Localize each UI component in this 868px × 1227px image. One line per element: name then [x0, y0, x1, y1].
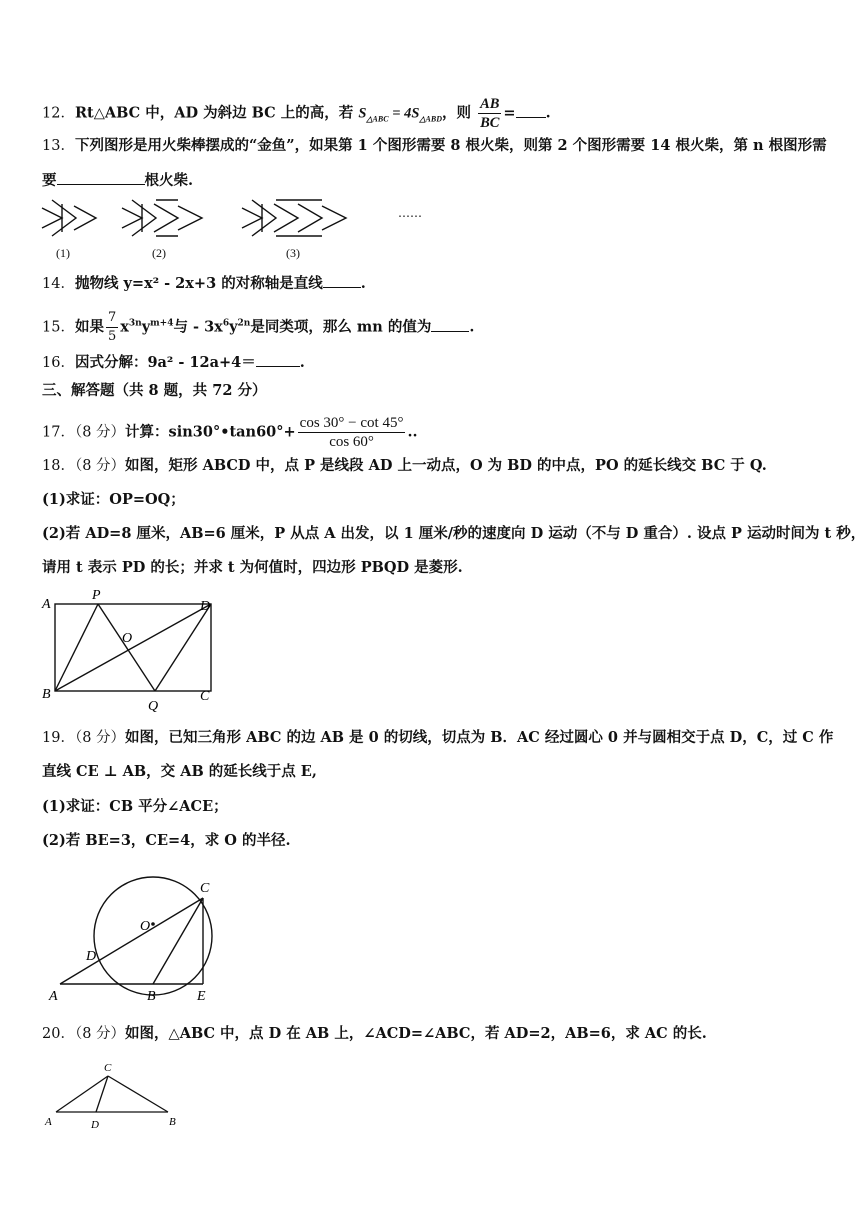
triangle-abc-figure: [40, 1058, 190, 1132]
figure-label-3: (3): [286, 246, 300, 260]
figure-label-1: (1): [56, 246, 70, 260]
area-symbol: S: [358, 105, 367, 122]
question-text: 是同类项，那么 mn 的值为: [250, 318, 432, 336]
answer-blank: [323, 273, 361, 288]
center-point: [151, 922, 155, 926]
period: .: [299, 354, 305, 371]
numerator: cos 30° − cot 45°: [299, 415, 404, 431]
label-o: O: [140, 919, 151, 934]
question-text: 下列图形是用火柴棒摆成的“金鱼”，如果第 1 个图形需要 8 根火柴，则第 2 个图形需要 14 根火柴，第 n 根图形需: [74, 137, 827, 154]
label-p: P: [92, 588, 101, 603]
ellipsis: ……: [398, 206, 422, 220]
question-text: Rt△ABC 中，AD 为斜边 BC 上的高，若: [74, 104, 354, 122]
section-heading: 三、解答题（共 8 题，共 72 分）: [42, 382, 267, 399]
question-text: 根火柴.: [144, 172, 194, 189]
period: .: [545, 104, 551, 122]
area-subscript: △ABD: [419, 114, 443, 124]
question-text: 要: [42, 172, 57, 189]
question-19-part2: (2)若 BE=3，CE=4，求 O 的半径.: [42, 832, 291, 849]
label-b: B: [42, 687, 51, 702]
question-number: 14．: [42, 276, 75, 292]
diagonal-bd: [55, 604, 211, 691]
label-c: C: [200, 689, 210, 704]
label-a: A: [42, 597, 51, 612]
side-ac: [56, 1076, 108, 1112]
label-d: D: [91, 1119, 99, 1131]
fraction-seven-fifths: [106, 309, 118, 346]
exponent: 3n: [128, 318, 142, 329]
question-19: [42, 728, 833, 748]
question-text: 如图，矩形 ABCD 中，点 P 是线段 AD 上一动点，O 为 BD 的中点，PO 的延长线交 BC 于 Q.: [125, 457, 767, 474]
question-number: 12．: [42, 105, 75, 122]
exponent: m+4: [150, 318, 174, 329]
area-symbol: S: [411, 105, 420, 122]
question-17: [42, 414, 418, 451]
numerator: AB: [480, 96, 500, 112]
equals-sign: =: [503, 104, 516, 122]
question-number: 20．（8 分）: [42, 1026, 126, 1042]
label-o: O: [122, 631, 133, 646]
goldfish-matchstick-figures: [38, 196, 458, 266]
question-18-part2: (2)若 AD=8 厘米，AB=6 厘米，P 从点 A 出发，以 1 厘米/秒的速度向 D 运动（不与 D 重合）. 设点 P 运动时间为 t 秒，: [42, 525, 866, 542]
exponent: 6: [222, 318, 230, 329]
fraction-ab-bc: [478, 95, 501, 132]
question-number: 18．（8 分）: [42, 458, 126, 474]
period: ..: [407, 423, 418, 441]
question-19-cont: 直线 CE ⊥ AB，交 AB 的延长线于点 E,: [42, 763, 317, 780]
answer-blank: [256, 352, 300, 367]
question-number: 19．（8 分）: [42, 730, 126, 746]
answer-blank: [57, 170, 145, 185]
question-13: [42, 136, 827, 156]
circle-tangent-figure: [40, 872, 230, 1008]
label-d: D: [200, 599, 211, 614]
line-ac: [60, 898, 203, 984]
denominator: cos 60°: [329, 434, 374, 450]
numerator: 7: [106, 309, 118, 328]
label-c: C: [104, 1062, 112, 1074]
question-18-part2-cont: 请用 t 表示 PD 的长；并求 t 为何值时，四边形 PBQD 是菱形.: [42, 559, 463, 576]
question-18: [42, 456, 767, 476]
question-20: [42, 1024, 707, 1044]
label-a: A: [45, 1116, 52, 1128]
circle-o: [94, 877, 212, 995]
answer-blank: [431, 317, 469, 332]
segment-qd: [155, 604, 211, 691]
label-b: B: [169, 1116, 176, 1128]
denominator: 5: [107, 329, 117, 344]
segment-cd: [96, 1076, 108, 1112]
term: y: [229, 318, 238, 336]
question-text: 如图，已知三角形 ABC 的边 AB 是 0 的切线，切点为 B．AC 经过圆心 0 并与圆相交于点 D，C，过 C 作: [125, 729, 834, 746]
question-text: 因式分解：9a² - 12a+4＝: [74, 354, 256, 371]
exponent: 2n: [237, 318, 251, 329]
area-subscript: △ABC: [366, 114, 389, 124]
side-cb: [108, 1076, 168, 1112]
question-number: 13．: [42, 138, 75, 154]
question-text: 如果: [74, 318, 104, 336]
question-16: [42, 352, 305, 373]
label-d: D: [86, 949, 97, 964]
fraction-cos-cot: [298, 414, 406, 451]
question-14: [42, 273, 366, 294]
question-text: ，则: [442, 104, 472, 122]
term: y: [141, 318, 151, 336]
term: x: [120, 318, 129, 336]
label-e: E: [197, 989, 206, 1004]
question-12: [42, 95, 551, 132]
question-number: 17．（8 分）: [42, 424, 126, 441]
question-19-part1: (1)求证：CB 平分∠ACE；: [42, 798, 228, 815]
answer-blank: [516, 103, 546, 118]
period: .: [360, 275, 366, 292]
question-text: 如图，△ABC 中，点 D 在 AB 上，∠ACD=∠ABC，若 AD=2，AB=6，求 AC 的长.: [125, 1025, 707, 1042]
figure-label-2: (2): [152, 246, 166, 260]
period: .: [469, 318, 475, 336]
label-b: B: [147, 989, 156, 1004]
question-text: 计算：sin30°•tan60°+: [125, 423, 296, 441]
label-a: A: [49, 989, 58, 1004]
question-15: [42, 309, 474, 346]
segment-pb: [55, 604, 98, 691]
line-cb: [153, 898, 203, 984]
question-number: 16．: [42, 355, 75, 371]
segment-pq: [98, 604, 155, 691]
question-number: 15．: [42, 319, 75, 336]
question-13-cont: [42, 170, 193, 191]
question-text: 抛物线 y=x² - 2x+3 的对称轴是直线: [74, 275, 323, 292]
denominator: BC: [480, 115, 500, 131]
equals-four: = 4: [388, 105, 412, 122]
question-18-part1: (1)求证：OP=OQ；: [42, 491, 185, 508]
label-q: Q: [148, 699, 159, 714]
rectangle-abcd-figure: [38, 586, 228, 714]
label-c: C: [200, 881, 210, 896]
term: 与 - 3x: [173, 318, 223, 336]
